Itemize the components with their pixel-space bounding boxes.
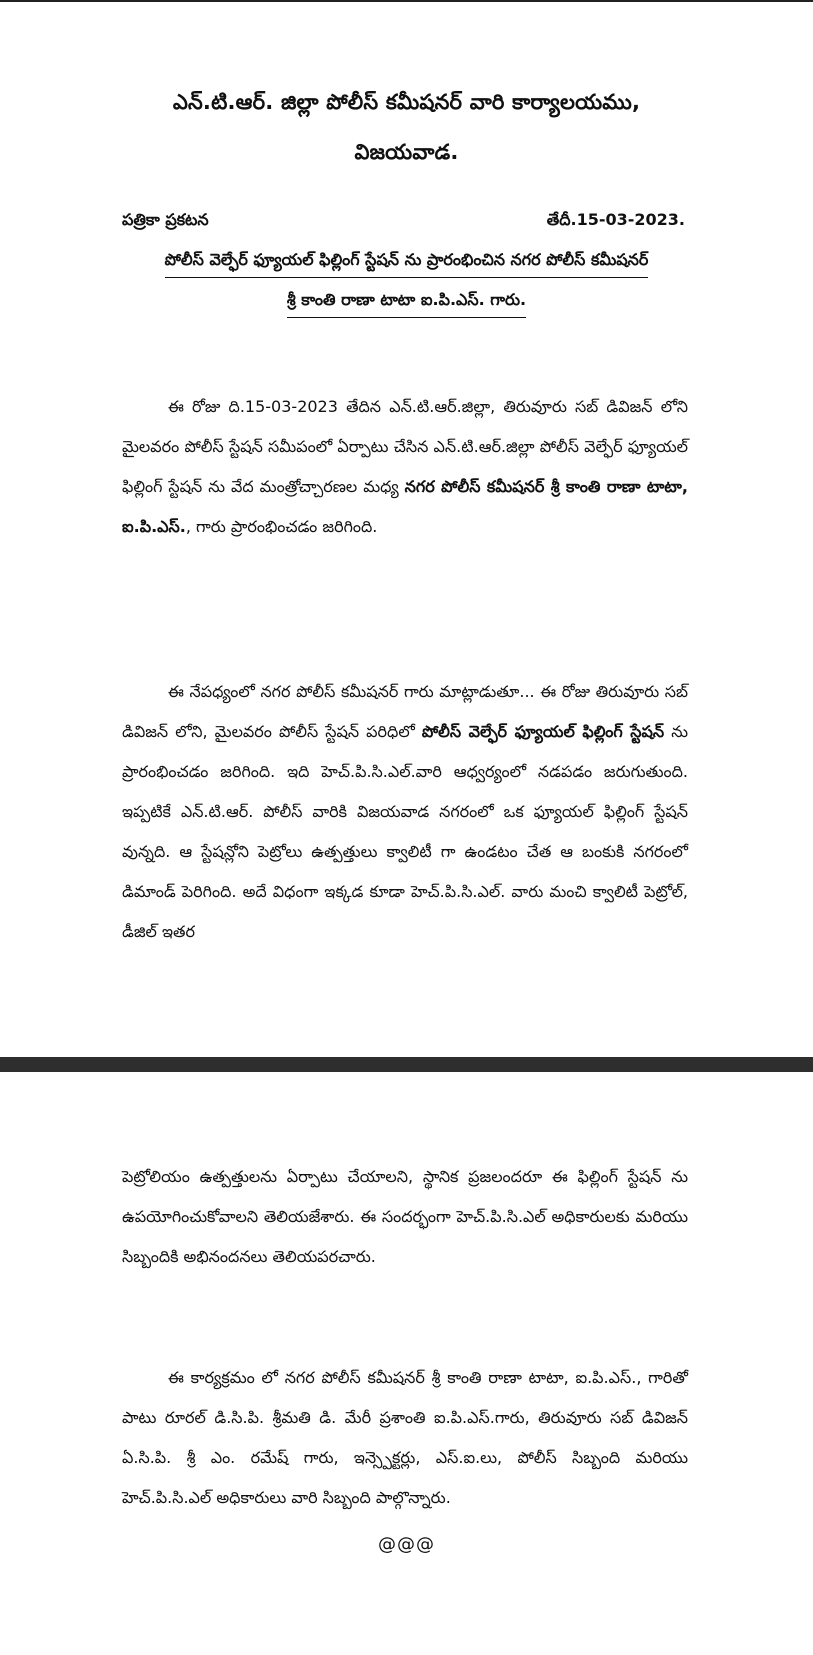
headline-line-1 xyxy=(0,250,813,278)
paragraph-4: ఈ కార్యక్రమం లో నగర పోలీస్ కమీషనర్ శ్రీ కాంతి రాణా టాటా, ఐ.పి.ఎస్., గారితో పాటు రూరల్ డి.సి.పి. శ్రీమతి డి. మేరీ ప్రశాంతి ఐ.పి.ఎస్.గారు, తిరువూరు సబ్ డివిజన్ ఏ.సి.పి. శ్రీ ఎం. రమేష్ గారు, ఇన్స్పెక్టర్లు, ఎస్.ఐ.లు, పోలీస్ సిబ్బంది మరియు హెచ్.పి.సి.ఎల్ అధికారులు వారి సిబ్బంది పాల్గొన్నారు. xyxy=(122,1368,688,1507)
paragraph-1 xyxy=(122,387,688,547)
closing-mark: @@@ xyxy=(378,1534,435,1555)
paragraph-1-text-a: ఈ రోజు ది.15-03-2023 తేదిన ఎన్.టి.ఆర్.జిల్లా, తిరువూరు సబ్ డివిజన్ లోని మైలవరం పోలీస్ స్టేషన్ సమీపంలో ఏర్పాటు చేసిన ఎన్.టి.ఆర్.జిల్లా పోలీస్ వెల్ఫేర్ ఫ్యూయల్ ఫిల్లింగ్ స్టేషన్ ను వేద మంత్రోచ్చారణల మధ్య xyxy=(122,397,688,496)
press-note-label: పత్రికా ప్రకటన xyxy=(122,210,209,229)
document-page-2 xyxy=(0,1072,813,1655)
paragraph-1-text-b: , గారు ప్రారంభించడం జరిగింది. xyxy=(185,517,378,536)
headline-line-1-text: పోలీస్ వెల్ఫేర్ ఫ్యూయల్ ఫిల్లింగ్ స్టేషన్ ను ప్రారంభించిన నగర పోలీస్ కమీషనర్ xyxy=(165,250,649,278)
headline-line-2 xyxy=(0,290,813,318)
paragraph-3: పెట్రోలియం ఉత్పత్తులను ఏర్పాటు చేయాలని, స్థానిక ప్రజలందరూ ఈ ఫిల్లింగ్ స్టేషన్ ను ఉపయోగించుకోవాలని తెలియజేశారు. ఈ సందర్భంగా హెచ్.పి.సి.ఎల్ అధికారులకు మరియు సిబ్బందికి అభినందనలు తెలియపరచారు. xyxy=(122,1167,688,1266)
paragraph-2 xyxy=(122,672,688,952)
office-title: ఎన్.టి.ఆర్. జిల్లా పోలీస్ కమీషనర్ వారి కార్యాలయము, xyxy=(172,90,641,114)
office-city: విజయవాడ. xyxy=(354,140,459,164)
paragraph-1-bold: నగర పోలీస్ కమీషనర్ శ్రీ కాంతి రాణా టాటా, ఐ.పి.ఎస్. xyxy=(122,477,688,536)
paragraph-2-text-a: ఈ నేపధ్యంలో నగర పోలీస్ కమీషనర్ గారు మాట్లాడుతూ... ఈ రోజు తిరువూరు సబ్ డివిజన్ లోని, మైలవరం పోలీస్ స్టేషన్ పరిధిలో xyxy=(122,682,688,741)
paragraph-2-bold: పోలీస్ వెల్ఫేర్ ఫ్యూయల్ ఫిల్లింగ్ స్టేషన్ xyxy=(421,722,665,741)
headline-line-2-text: శ్రీ కాంతి రాణా టాటా ఐ.పి.ఎస్. గారు. xyxy=(287,290,526,318)
document-page-1 xyxy=(0,2,813,1057)
press-date: తేదీ.15-03-2023. xyxy=(546,210,685,229)
page-separator xyxy=(0,1057,813,1072)
paragraph-2-text-b: ను ప్రారంభించడం జరిగింది. ఇది హెచ్.పి.సి.ఎల్.వారి ఆధ్వర్యంలో నడపడం జరుగుతుంది. ఇప్పటికే ఎన్.టి.ఆర్. పోలీస్ వారికి విజయవాడ నగరంలో ఒక ఫ్యూయల్ ఫిల్లింగ్ స్టేషన్ వున్నది. ఆ స్టేషన్లోని పెట్రోలు ఉత్పత్తులు క్వాలిటీ గా ఉండటం చేత ఆ బంకుకి నగరంలో డిమాండ్ పెరిగింది. అదే విధంగా ఇక్కడ కూడా హెచ్.పి.సి.ఎల్. వారు మంచి క్వాలిటీ పెట్రోల్, డీజిల్ ఇతర xyxy=(122,722,688,941)
